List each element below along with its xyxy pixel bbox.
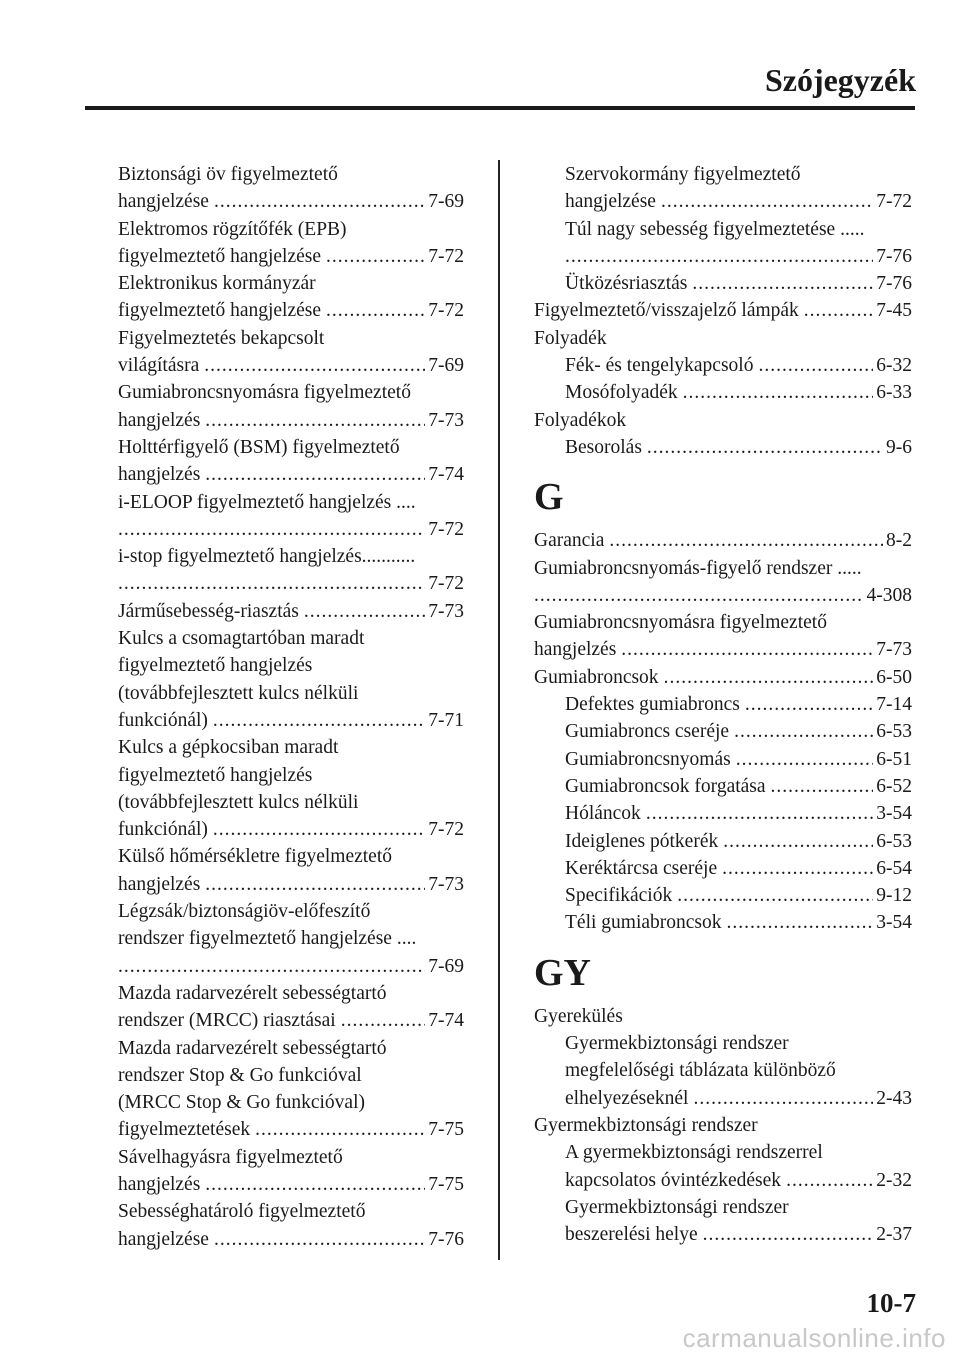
page-reference: 7-75 <box>428 1119 464 1141</box>
dot-leader <box>565 243 873 270</box>
entry-text: Fék- és tengelykapcsoló <box>565 355 754 377</box>
index-subentry <box>534 882 912 909</box>
page-reference: 7-73 <box>876 639 912 661</box>
index-subentry <box>534 1167 912 1194</box>
entry-text: kapcsolatos óvintézkedések <box>565 1169 782 1191</box>
dot-leader <box>703 1221 874 1248</box>
index-subentry <box>534 773 912 800</box>
page-reference: 7-71 <box>428 709 464 731</box>
dot-leader <box>255 1116 425 1143</box>
index-entry <box>118 516 464 543</box>
index-entry: i-ELOOP figyelmeztető hangjelzés .... <box>118 491 416 513</box>
dot-leader <box>213 707 425 734</box>
page-reference: 7-76 <box>428 1228 464 1250</box>
dot-leader <box>205 871 425 898</box>
entry-text: Járműsebesség-riasztás <box>118 600 299 622</box>
index-entry <box>118 352 464 379</box>
index-entry <box>118 871 464 898</box>
entry-text: Gumiabroncsok <box>534 666 659 688</box>
dot-leader <box>204 352 425 379</box>
entry-text: Besorolás <box>565 436 642 458</box>
page-reference: 7-72 <box>428 573 464 595</box>
index-entry: (továbbfejlesztett kulcs nélküli <box>118 682 359 704</box>
page-reference: 8-2 <box>886 530 912 552</box>
index-column-right <box>534 161 912 1248</box>
page-reference: 7-69 <box>428 955 464 977</box>
index-subentry <box>534 270 912 297</box>
page-reference: 6-53 <box>876 830 912 852</box>
index-entry: Gumiabroncsnyomás-figyelő rendszer ..... <box>534 557 862 579</box>
entry-text: hangjelzése <box>118 1228 209 1250</box>
index-subentry <box>534 1221 912 1248</box>
index-subentry: megfelelőségi táblázata különböző <box>565 1060 836 1082</box>
page-reference: 3-54 <box>876 912 912 934</box>
index-letter-heading: G <box>534 476 564 519</box>
entry-text: Keréktárcsa cseréje <box>565 857 718 879</box>
index-column-left <box>118 161 464 1253</box>
index-entry: Folyadék <box>534 327 607 349</box>
index-entry: Gyerekülés <box>534 1005 623 1027</box>
dot-leader <box>723 828 873 855</box>
page-reference: 3-54 <box>876 803 912 825</box>
dot-leader <box>609 527 883 554</box>
index-subentry <box>534 352 912 379</box>
entry-text: Téli gumiabroncsok <box>565 912 722 934</box>
dot-leader <box>727 909 874 936</box>
index-entry: Kulcs a csomagtartóban maradt <box>118 628 365 650</box>
page-reference: 6-52 <box>876 775 912 797</box>
entry-text: Gumiabroncs cseréje <box>565 721 730 743</box>
dot-leader <box>677 882 873 909</box>
dot-leader <box>213 816 425 843</box>
index-subentry <box>534 379 912 406</box>
page-reference: 7-73 <box>428 600 464 622</box>
index-entry: Holttérfigyelő (BSM) figyelmeztető <box>118 436 400 458</box>
dot-leader <box>736 746 874 773</box>
entry-text: figyelmeztető hangjelzése <box>118 300 322 322</box>
page-reference: 7-75 <box>428 1173 464 1195</box>
index-entry: figyelmeztető hangjelzés <box>118 655 313 677</box>
dot-leader <box>734 718 873 745</box>
dot-leader <box>341 1007 426 1034</box>
index-entry: i-stop figyelmeztető hangjelzés........... <box>118 546 416 568</box>
index-entry <box>118 1007 464 1034</box>
entry-text: Gumiabroncsok forgatása <box>565 775 766 797</box>
index-subentry <box>534 691 912 718</box>
page-reference: 9-12 <box>876 885 912 907</box>
dot-leader <box>745 691 873 718</box>
dot-leader <box>683 379 874 406</box>
entry-text: rendszer (MRCC) riasztásai <box>118 1010 336 1032</box>
index-subentry <box>534 1085 912 1112</box>
index-entry: Elektromos rögzítőfék (EPB) <box>118 218 347 240</box>
index-subentry: Gyermekbiztonsági rendszer <box>565 1033 789 1055</box>
index-subentry <box>534 434 912 461</box>
entry-text: hangjelzés <box>118 1173 201 1195</box>
index-entry <box>118 407 464 434</box>
page-reference: 6-54 <box>876 857 912 879</box>
index-entry: Gumiabroncsnyomásra figyelmeztető <box>534 612 827 634</box>
dot-leader <box>786 1167 873 1194</box>
index-entry <box>118 707 464 734</box>
dot-leader <box>804 297 873 324</box>
index-subentry <box>534 855 912 882</box>
entry-text: Mosófolyadék <box>565 382 678 404</box>
watermark-text: carmanualsonline.info <box>682 1323 946 1353</box>
entry-text: hangjelzés <box>118 409 201 431</box>
index-entry <box>534 636 912 663</box>
dot-leader <box>118 953 425 980</box>
dot-leader <box>326 243 425 270</box>
page-reference: 2-37 <box>876 1224 912 1246</box>
page-reference: 7-73 <box>428 409 464 431</box>
index-entry <box>118 1226 464 1253</box>
index-subentry <box>534 800 912 827</box>
index-subentry <box>534 828 912 855</box>
index-entry: Gyermekbiztonsági rendszer <box>534 1114 758 1136</box>
index-entry: rendszer figyelmeztető hangjelzése .... <box>118 928 417 950</box>
page-reference: 7-72 <box>876 191 912 213</box>
index-entry <box>118 297 464 324</box>
page-reference: 6-50 <box>876 666 912 688</box>
dot-leader <box>771 773 874 800</box>
index-subentry <box>534 243 912 270</box>
dot-leader <box>205 461 425 488</box>
page-reference: 7-74 <box>428 464 464 486</box>
index-entry: Külső hőmérsékletre figyelmeztető <box>118 846 392 868</box>
page-reference: 7-76 <box>876 245 912 267</box>
index-entry: Gumiabroncsnyomásra figyelmeztető <box>118 382 411 404</box>
index-entry: Figyelmeztetés bekapcsolt <box>118 327 325 349</box>
index-entry: Folyadékok <box>534 409 627 431</box>
index-entry: Sebességhatároló figyelmeztető <box>118 1201 366 1223</box>
dot-leader <box>205 407 425 434</box>
entry-text: Specifikációk <box>565 885 673 907</box>
entry-text: beszerelési helye <box>565 1224 698 1246</box>
index-entry <box>118 461 464 488</box>
header-rule <box>85 106 915 110</box>
index-entry <box>118 188 464 215</box>
entry-text: hangjelzése <box>118 191 209 213</box>
page-reference: 7-69 <box>428 191 464 213</box>
page-number: 10-7 <box>866 1288 916 1318</box>
page-reference: 6-53 <box>876 721 912 743</box>
page-reference: 7-69 <box>428 355 464 377</box>
dot-leader <box>758 352 873 379</box>
entry-text: funkciónál) <box>118 709 208 731</box>
index-entry: figyelmeztető hangjelzés <box>118 764 313 786</box>
entry-text: hangjelzés <box>118 464 201 486</box>
index-entry: Mazda radarvezérelt sebességtartó <box>118 1037 387 1059</box>
dot-leader <box>534 582 864 609</box>
entry-text: figyelmeztetések <box>118 1119 251 1141</box>
dot-leader <box>214 1226 425 1253</box>
page-reference: 7-76 <box>876 273 912 295</box>
page-title: Szójegyzék <box>764 62 916 98</box>
index-subentry <box>534 188 912 215</box>
index-entry: Elektronikus kormányzár <box>118 273 316 295</box>
index-entry <box>118 953 464 980</box>
entry-text: Figyelmeztető/visszajelző lámpák <box>534 300 799 322</box>
dot-leader <box>692 270 873 297</box>
page-reference: 6-33 <box>876 382 912 404</box>
index-subentry <box>534 746 912 773</box>
page-reference: 7-14 <box>876 694 912 716</box>
entry-text: hangjelzés <box>118 873 201 895</box>
page-reference: 6-32 <box>876 355 912 377</box>
page-reference: 7-72 <box>428 518 464 540</box>
dot-leader <box>118 570 425 597</box>
entry-text: hangjelzése <box>565 191 656 213</box>
dot-leader <box>661 188 873 215</box>
index-subentry: Szervokormány figyelmeztető <box>565 164 801 185</box>
index-entry: Kulcs a gépkocsiban maradt <box>118 737 339 759</box>
index-entry <box>534 664 912 691</box>
page-reference: 4-308 <box>866 584 912 606</box>
index-entry: rendszer Stop & Go funkcióval <box>118 1064 362 1086</box>
dot-leader <box>664 664 874 691</box>
index-entry <box>534 527 912 554</box>
dot-leader <box>326 297 425 324</box>
entry-text: funkciónál) <box>118 819 208 841</box>
index-entry <box>118 1116 464 1143</box>
page-reference: 6-51 <box>876 748 912 770</box>
dot-leader <box>647 434 883 461</box>
index-subentry: A gyermekbiztonsági rendszerrel <box>565 1142 823 1164</box>
index-entry: (MRCC Stop & Go funkcióval) <box>118 1092 365 1114</box>
dot-leader <box>693 1085 873 1112</box>
dot-leader <box>214 188 425 215</box>
entry-text: világításra <box>118 355 200 377</box>
index-entry <box>534 582 912 609</box>
index-entry <box>118 816 464 843</box>
index-entry: Mazda radarvezérelt sebességtartó <box>118 982 387 1004</box>
index-entry <box>118 570 464 597</box>
index-entry: (továbbfejlesztett kulcs nélküli <box>118 791 359 813</box>
dot-leader <box>722 855 873 882</box>
dot-leader <box>118 516 425 543</box>
index-subentry <box>534 718 912 745</box>
dot-leader <box>304 598 425 625</box>
index-subentry: Túl nagy sebesség figyelmeztetése ..... <box>565 218 865 240</box>
entry-text: Defektes gumiabroncs <box>565 694 740 716</box>
page-reference: 7-74 <box>428 1010 464 1032</box>
index-entry <box>118 598 464 625</box>
page-reference: 2-32 <box>876 1169 912 1191</box>
dot-leader <box>646 800 873 827</box>
entry-text: elhelyezéseknél <box>565 1087 689 1109</box>
entry-text: Garancia <box>534 530 605 552</box>
index-entry: Biztonsági öv figyelmeztető <box>118 164 338 185</box>
page-reference: 9-6 <box>886 436 912 458</box>
entry-text: Ütközésriasztás <box>565 273 688 295</box>
index-entry <box>534 297 912 324</box>
index-subentry: Gyermekbiztonsági rendszer <box>565 1196 789 1218</box>
column-divider <box>498 160 500 1260</box>
index-entry: Sávelhagyásra figyelmeztető <box>118 1146 343 1168</box>
index-entry <box>118 1171 464 1198</box>
page-reference: 7-45 <box>876 300 912 322</box>
page-reference: 7-72 <box>428 245 464 267</box>
page-reference: 7-72 <box>428 300 464 322</box>
index-entry: Légzsák/biztonságiöv-előfeszítő <box>118 901 371 923</box>
dot-leader <box>205 1171 425 1198</box>
entry-text: hangjelzés <box>534 639 617 661</box>
entry-text: Hóláncok <box>565 803 641 825</box>
index-subentry <box>534 909 912 936</box>
page-reference: 7-72 <box>428 819 464 841</box>
entry-text: figyelmeztető hangjelzése <box>118 245 322 267</box>
page-reference: 7-73 <box>428 873 464 895</box>
entry-text: Gumiabroncsnyomás <box>565 748 731 770</box>
page-reference: 2-43 <box>876 1087 912 1109</box>
index-letter-heading: GY <box>534 951 591 994</box>
index-entry <box>118 243 464 270</box>
entry-text: Ideiglenes pótkerék <box>565 830 719 852</box>
dot-leader <box>621 636 873 663</box>
